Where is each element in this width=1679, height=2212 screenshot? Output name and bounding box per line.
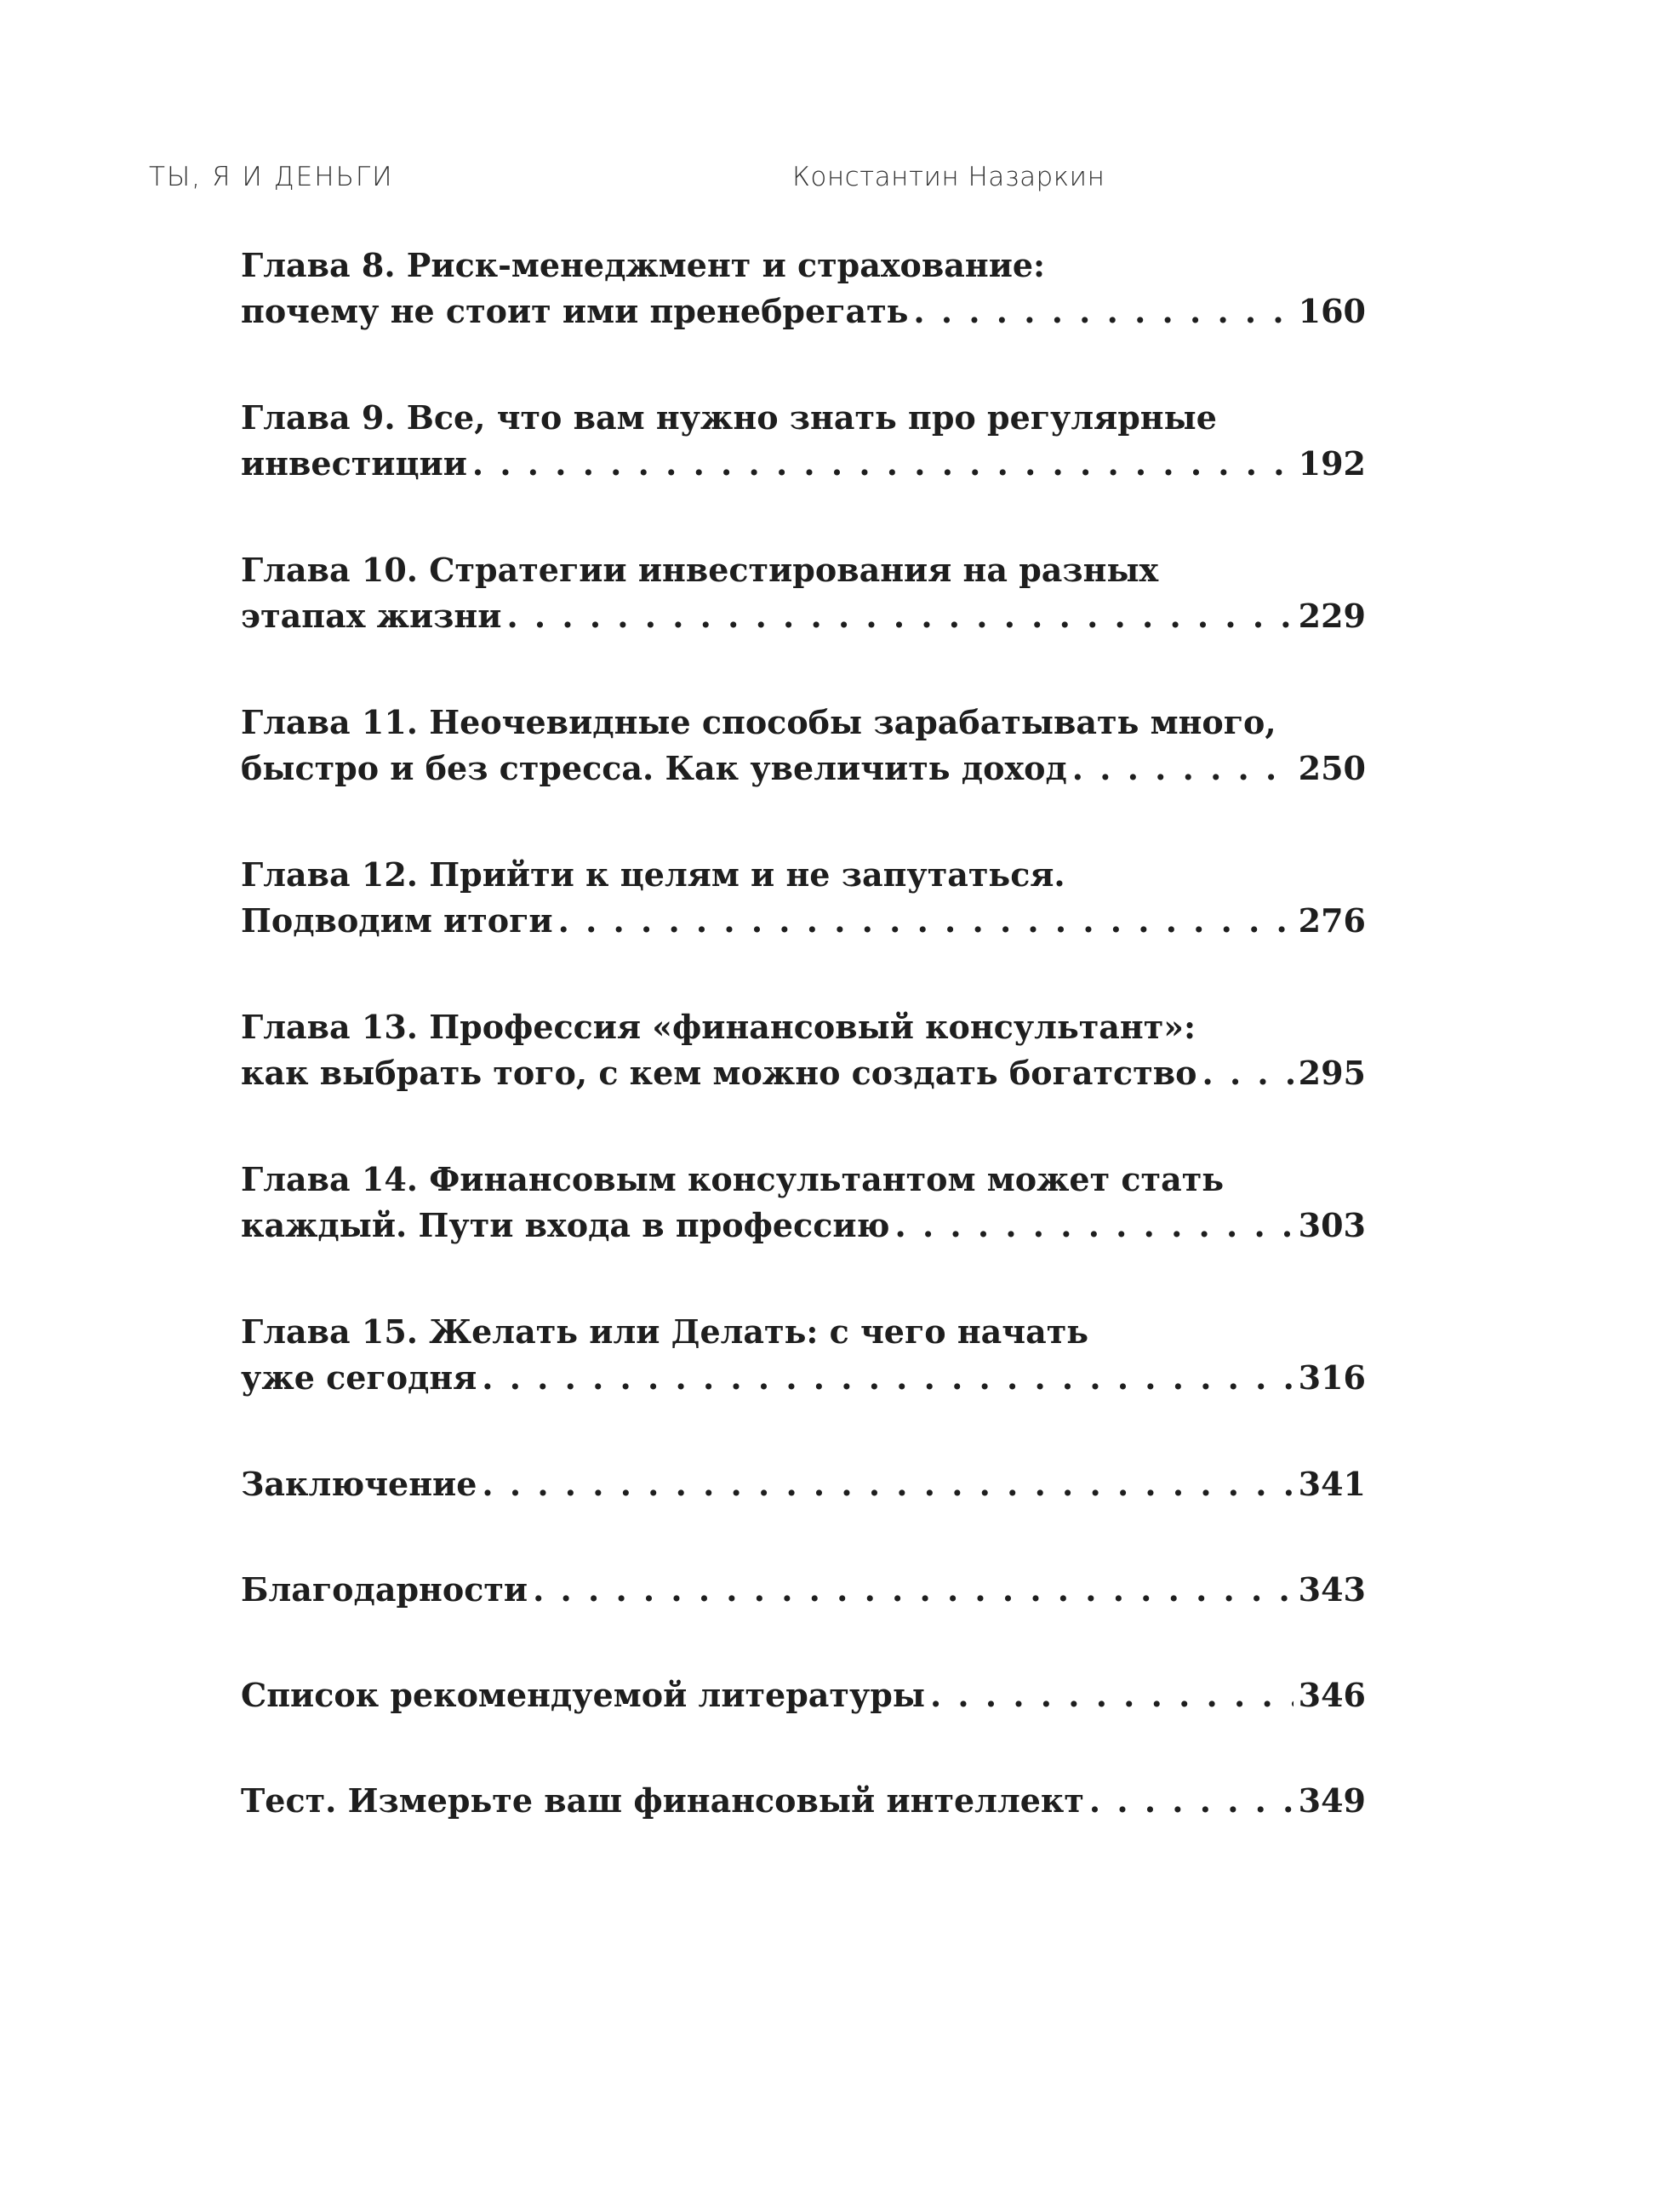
toc-entry-title-cont: быстро и без стресса. Как увеличить доход <box>241 749 1067 787</box>
dot-leader <box>1089 1778 1294 1824</box>
toc-entry-title: Глава 14. Финансовым консультантом может стать <box>241 1160 1225 1198</box>
dot-leader <box>482 1355 1293 1401</box>
toc-entry-title: Тест. Измерьте ваш финансовый интеллект <box>241 1781 1084 1820</box>
dot-leader <box>472 441 1294 487</box>
toc-page-number: 192 <box>1298 444 1366 483</box>
toc-page-number: 276 <box>1298 901 1366 940</box>
toc-page-number: 303 <box>1298 1206 1366 1244</box>
toc-entry-title-cont: Подводим итоги <box>241 901 553 940</box>
toc-entry-title-cont: как выбрать того, с кем можно создать богатство <box>241 1054 1197 1092</box>
toc-entry-title-cont: уже сегодня <box>241 1358 477 1397</box>
dot-leader <box>930 1672 1294 1718</box>
toc-entry-title: Глава 13. Профессия «финансовый консультант»: <box>241 1008 1196 1046</box>
toc-entry-test[interactable] <box>241 1778 1366 1824</box>
toc-entry-chapter-10[interactable] <box>241 547 1366 639</box>
dot-leader <box>558 898 1294 944</box>
dot-leader <box>482 1461 1293 1507</box>
dot-leader <box>1072 746 1294 792</box>
toc-page-number: 250 <box>1298 749 1366 787</box>
toc-page-number: 349 <box>1298 1781 1366 1820</box>
toc-page-number: 346 <box>1298 1676 1366 1714</box>
table-of-contents <box>241 243 1366 1883</box>
toc-entry-acknowledgements[interactable] <box>241 1567 1366 1613</box>
toc-entry-title-cont: инвестиции <box>241 444 467 483</box>
running-header <box>149 162 1105 204</box>
toc-page-number: 316 <box>1298 1358 1366 1397</box>
toc-entry-reading-list[interactable] <box>241 1672 1366 1718</box>
toc-entry-chapter-15[interactable] <box>241 1309 1366 1401</box>
toc-entry-chapter-13[interactable] <box>241 1004 1366 1096</box>
toc-entry-conclusion[interactable] <box>241 1461 1366 1507</box>
toc-entry-chapter-11[interactable] <box>241 700 1366 792</box>
dot-leader <box>895 1203 1294 1249</box>
toc-entry-title-cont: каждый. Пути входа в профессию <box>241 1206 890 1244</box>
toc-entry-chapter-9[interactable] <box>241 395 1366 487</box>
dot-leader <box>533 1567 1294 1613</box>
toc-entry-title-cont: этапах жизни <box>241 597 502 635</box>
toc-entry-title: Глава 9. Все, что вам нужно знать про регулярные <box>241 398 1217 437</box>
toc-entry-title: Глава 11. Неочевидные способы зарабатывать много, <box>241 703 1276 741</box>
toc-entry-title: Глава 15. Желать или Делать: с чего начать <box>241 1312 1089 1351</box>
toc-page-number: 341 <box>1298 1465 1366 1503</box>
dot-leader <box>506 593 1293 639</box>
toc-page-number: 295 <box>1298 1054 1366 1092</box>
toc-entry-title-cont: почему не стоит ими пренебрегать <box>241 292 909 330</box>
book-title: ТЫ, Я И ДЕНЬГИ <box>149 162 394 192</box>
toc-entry-chapter-8[interactable] <box>241 243 1366 334</box>
author-name: Константин Назаркин <box>792 162 1105 192</box>
dot-leader <box>913 289 1293 334</box>
toc-page-number: 343 <box>1298 1570 1366 1609</box>
toc-page-number: 160 <box>1298 292 1366 330</box>
toc-page-number: 229 <box>1298 597 1366 635</box>
toc-entry-title: Заключение <box>241 1465 477 1503</box>
toc-entry-title: Глава 12. Прийти к целям и не запутаться. <box>241 855 1065 894</box>
toc-entry-chapter-12[interactable] <box>241 852 1366 944</box>
toc-entry-title: Список рекомендуемой литературы <box>241 1676 925 1714</box>
toc-entry-title: Глава 8. Риск-менеджмент и страхование: <box>241 246 1046 284</box>
toc-entry-chapter-14[interactable] <box>241 1157 1366 1249</box>
toc-entry-title: Глава 10. Стратегии инвестирования на разных <box>241 551 1159 589</box>
toc-entry-title: Благодарности <box>241 1570 528 1609</box>
dot-leader <box>1202 1050 1294 1096</box>
